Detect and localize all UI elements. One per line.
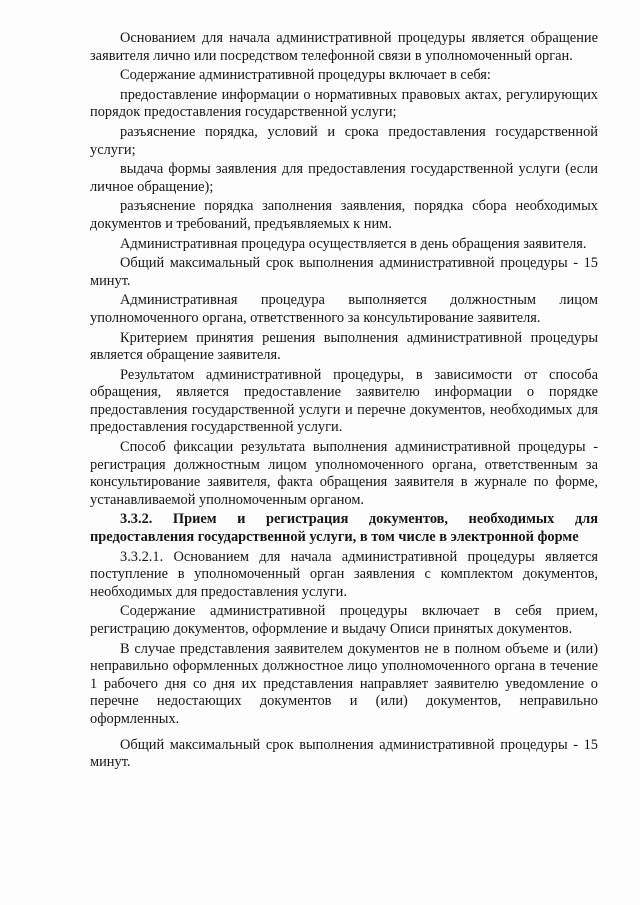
paragraph: Общий максимальный срок выполнения административной процедуры - 15 минут. [90,255,598,289]
document-body [90,30,598,772]
paragraph: Содержание административной процедуры включает в себя прием, регистрацию документов, оформление и выдачу Описи принятых документов. [90,603,598,637]
paragraph: разъяснение порядка, условий и срока предоставления государственной услуги; [90,123,598,158]
paragraph: 3.3.2.1. Основанием для начала административной процедуры является поступление в уполномоченный орган заявления с комплектом документов, необходимых для предоставления услуги. [90,548,598,600]
paragraph: Содержание административной процедуры включает в себя: [120,67,491,84]
paragraph: выдача формы заявления для предоставления государственной услуги (если личное обращение); [90,161,598,195]
paragraph: предоставление информации о нормативных правовых актах, регулирующих порядок предоставления государственной услуги; [90,86,598,121]
paragraph: Основанием для начала административной процедуры является обращение заявителя лично или посредством телефонной связи в уполномоченный орган. [90,30,598,64]
paragraph: Административная процедура выполняется должностным лицом уполномоченного органа, ответственного за консультирование заявителя. [90,292,598,326]
paragraph: Критерием принятия решения выполнения административной процедуры является обращение заявителя. [90,329,598,364]
paragraph: Административная процедура осуществляется в день обращения заявителя. [120,235,587,252]
paragraph: разъяснение порядка заполнения заявления, порядка сбора необходимых документов и требований, предъявляемых к ним. [90,198,598,232]
section-heading: 3.3.2. Прием и регистрация документов, необходимых для предоставления государственной услуги, в том числе в электронной форме [90,511,598,546]
paragraph: Способ фиксации результата выполнения административной процедуры - регистрация должностным лицом уполномоченного органа, ответственным за консультирование заявителя, факта обращения заявителя в журнале по форме, устанавливаемой уполномоченным органом. [90,439,598,508]
paragraph: Результатом административной процедуры, в зависимости от способа обращения, является предоставление заявителю информации о порядке предоставления государственной услуги и перечне документов, необходимых для предоставления государственной услуги. [90,366,598,436]
paragraph: В случае представления заявителем документов не в полном объеме и (или) неправильно оформленных должностное лицо уполномоченного органа в течение 1 рабочего дня со дня их представления направляет заявителю уведомление о перечне недостающих документов и (или) документов, неправильно оформленных. [90,640,598,727]
paragraph: Общий максимальный срок выполнения административной процедуры - 15 минут. [90,736,598,771]
